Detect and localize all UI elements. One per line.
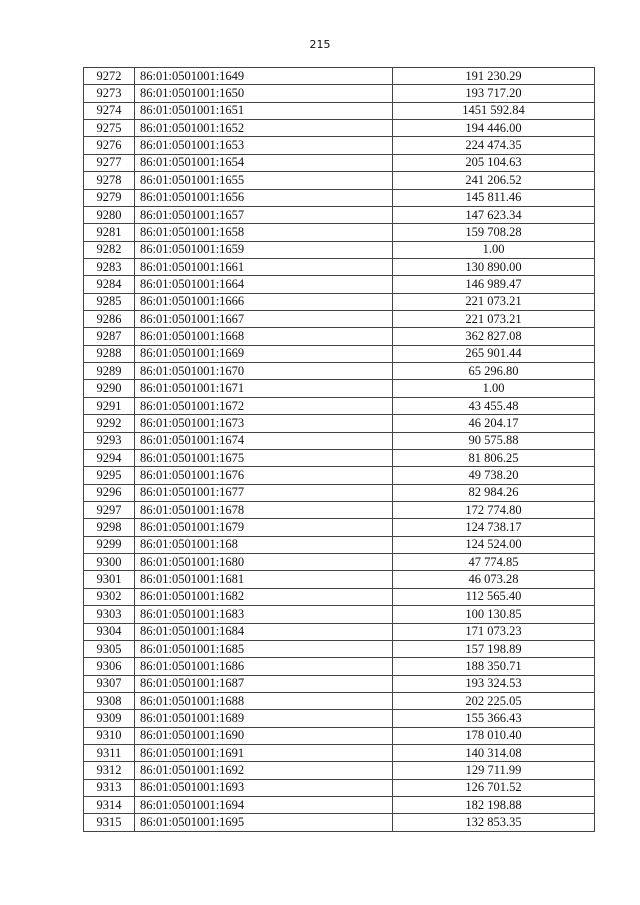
cadastral-number: 86:01:0501001:1687 [135,675,393,692]
cadastral-value: 145 811.46 [393,189,595,206]
cadastral-number: 86:01:0501001:1680 [135,554,393,571]
table-row [84,727,595,744]
cadastral-number: 86:01:0501001:1686 [135,658,393,675]
cadastral-value: 193 324.53 [393,675,595,692]
table-row [84,692,595,709]
cadastral-number: 86:01:0501001:1659 [135,241,393,258]
table-row [84,328,595,345]
cadastral-number: 86:01:0501001:1669 [135,345,393,362]
row-number: 9313 [84,779,135,796]
cadastral-value: 221 073.21 [393,293,595,310]
cadastral-number: 86:01:0501001:1664 [135,276,393,293]
table-row [84,449,595,466]
cadastral-value: 132 853.35 [393,814,595,831]
cadastral-value: 224 474.35 [393,137,595,154]
table-row [84,189,595,206]
table-row [84,762,595,779]
table-row [84,467,595,484]
cadastral-number: 86:01:0501001:1672 [135,397,393,414]
row-number: 9288 [84,345,135,362]
row-number: 9308 [84,692,135,709]
cadastral-value: 90 575.88 [393,432,595,449]
table-row [84,554,595,571]
cadastral-number: 86:01:0501001:1654 [135,154,393,171]
table-row [84,102,595,119]
cadastral-number: 86:01:0501001:1651 [135,102,393,119]
table-row [84,623,595,640]
cadastral-value: 43 455.48 [393,397,595,414]
row-number: 9289 [84,363,135,380]
row-number: 9311 [84,745,135,762]
cadastral-number: 86:01:0501001:1679 [135,519,393,536]
table-row [84,206,595,223]
cadastral-value: 221 073.21 [393,311,595,328]
table-row [84,571,595,588]
table-row [84,380,595,397]
row-number: 9277 [84,154,135,171]
table-row [84,154,595,171]
cadastral-value: 362 827.08 [393,328,595,345]
table-row [84,276,595,293]
cadastral-value: 124 738.17 [393,519,595,536]
row-number: 9274 [84,102,135,119]
table-row [84,606,595,623]
row-number: 9314 [84,797,135,814]
row-number: 9295 [84,467,135,484]
table-body [84,68,595,832]
table-row [84,814,595,831]
cadastral-number: 86:01:0501001:1677 [135,484,393,501]
row-number: 9306 [84,658,135,675]
cadastral-number: 86:01:0501001:1690 [135,727,393,744]
cadastral-value: 124 524.00 [393,536,595,553]
cadastral-value: 126 701.52 [393,779,595,796]
row-number: 9294 [84,449,135,466]
row-number: 9312 [84,762,135,779]
row-number: 9301 [84,571,135,588]
cadastral-number: 86:01:0501001:168 [135,536,393,553]
cadastral-value: 188 350.71 [393,658,595,675]
table-row [84,120,595,137]
table-row [84,797,595,814]
table-row [84,432,595,449]
table-row [84,293,595,310]
cadastral-value: 1451 592.84 [393,102,595,119]
row-number: 9305 [84,640,135,657]
cadastral-value: 46 204.17 [393,415,595,432]
cadastral-value: 82 984.26 [393,484,595,501]
row-number: 9309 [84,710,135,727]
cadastral-number: 86:01:0501001:1661 [135,258,393,275]
table-row [84,675,595,692]
table-row [84,779,595,796]
cadastral-value: 100 130.85 [393,606,595,623]
row-number: 9291 [84,397,135,414]
cadastral-number: 86:01:0501001:1682 [135,588,393,605]
table-row [84,415,595,432]
row-number: 9278 [84,172,135,189]
table-row [84,519,595,536]
cadastral-value: 193 717.20 [393,85,595,102]
page-number: 215 [309,38,331,51]
cadastral-number: 86:01:0501001:1689 [135,710,393,727]
cadastral-value: 140 314.08 [393,745,595,762]
table-row [84,311,595,328]
cadastral-number: 86:01:0501001:1657 [135,206,393,223]
table-row [84,224,595,241]
cadastral-value: 241 206.52 [393,172,595,189]
row-number: 9275 [84,120,135,137]
cadastral-value: 130 890.00 [393,258,595,275]
cadastral-number: 86:01:0501001:1688 [135,692,393,709]
cadastral-value: 159 708.28 [393,224,595,241]
cadastral-value: 47 774.85 [393,554,595,571]
cadastral-number: 86:01:0501001:1666 [135,293,393,310]
table-row [84,588,595,605]
row-number: 9279 [84,189,135,206]
row-number: 9276 [84,137,135,154]
cadastral-number: 86:01:0501001:1650 [135,85,393,102]
cadastral-value: 155 366.43 [393,710,595,727]
cadastral-number: 86:01:0501001:1653 [135,137,393,154]
cadastral-value: 202 225.05 [393,692,595,709]
table-row [84,68,595,85]
table-row [84,658,595,675]
cadastral-value: 205 104.63 [393,154,595,171]
cadastral-number: 86:01:0501001:1675 [135,449,393,466]
cadastral-number: 86:01:0501001:1694 [135,797,393,814]
table-row [84,397,595,414]
table-row [84,345,595,362]
row-number: 9287 [84,328,135,345]
cadastral-value: 81 806.25 [393,449,595,466]
table-row [84,85,595,102]
row-number: 9273 [84,85,135,102]
cadastral-number: 86:01:0501001:1676 [135,467,393,484]
cadastral-value: 171 073.23 [393,623,595,640]
cadastral-value: 146 989.47 [393,276,595,293]
row-number: 9286 [84,311,135,328]
cadastral-value: 194 446.00 [393,120,595,137]
table-row [84,137,595,154]
cadastral-value: 112 565.40 [393,588,595,605]
cadastral-number: 86:01:0501001:1695 [135,814,393,831]
cadastral-number: 86:01:0501001:1652 [135,120,393,137]
cadastral-value: 191 230.29 [393,68,595,85]
cadastral-number: 86:01:0501001:1670 [135,363,393,380]
cadastral-number: 86:01:0501001:1678 [135,501,393,518]
cadastral-number: 86:01:0501001:1692 [135,762,393,779]
cadastral-value: 178 010.40 [393,727,595,744]
row-number: 9304 [84,623,135,640]
cadastral-number: 86:01:0501001:1684 [135,623,393,640]
row-number: 9300 [84,554,135,571]
cadastral-number: 86:01:0501001:1673 [135,415,393,432]
table-row [84,484,595,501]
cadastral-number: 86:01:0501001:1658 [135,224,393,241]
cadastral-number: 86:01:0501001:1655 [135,172,393,189]
cadastral-value: 65 296.80 [393,363,595,380]
cadastral-value: 157 198.89 [393,640,595,657]
row-number: 9293 [84,432,135,449]
cadastral-value: 182 198.88 [393,797,595,814]
row-number: 9280 [84,206,135,223]
cadastral-value: 1.00 [393,241,595,258]
row-number: 9310 [84,727,135,744]
row-number: 9285 [84,293,135,310]
cadastral-number: 86:01:0501001:1671 [135,380,393,397]
row-number: 9315 [84,814,135,831]
row-number: 9292 [84,415,135,432]
cadastral-number: 86:01:0501001:1674 [135,432,393,449]
cadastral-value: 46 073.28 [393,571,595,588]
cadastral-number: 86:01:0501001:1683 [135,606,393,623]
cadastral-number: 86:01:0501001:1685 [135,640,393,657]
row-number: 9296 [84,484,135,501]
cadastral-value-table [83,67,595,832]
table-row [84,258,595,275]
cadastral-number: 86:01:0501001:1649 [135,68,393,85]
table-row [84,363,595,380]
table-row [84,501,595,518]
row-number: 9284 [84,276,135,293]
row-number: 9283 [84,258,135,275]
cadastral-number: 86:01:0501001:1691 [135,745,393,762]
table-row [84,172,595,189]
table-row [84,536,595,553]
cadastral-number: 86:01:0501001:1693 [135,779,393,796]
row-number: 9307 [84,675,135,692]
row-number: 9272 [84,68,135,85]
table-row [84,640,595,657]
row-number: 9298 [84,519,135,536]
cadastral-number: 86:01:0501001:1667 [135,311,393,328]
cadastral-value: 49 738.20 [393,467,595,484]
cadastral-value: 172 774.80 [393,501,595,518]
cadastral-number: 86:01:0501001:1668 [135,328,393,345]
cadastral-number: 86:01:0501001:1681 [135,571,393,588]
cadastral-value: 129 711.99 [393,762,595,779]
row-number: 9303 [84,606,135,623]
row-number: 9281 [84,224,135,241]
cadastral-number: 86:01:0501001:1656 [135,189,393,206]
row-number: 9299 [84,536,135,553]
cadastral-value: 265 901.44 [393,345,595,362]
row-number: 9302 [84,588,135,605]
row-number: 9282 [84,241,135,258]
table-row [84,710,595,727]
table-row [84,745,595,762]
cadastral-value: 147 623.34 [393,206,595,223]
table-row [84,241,595,258]
row-number: 9297 [84,501,135,518]
row-number: 9290 [84,380,135,397]
cadastral-value: 1.00 [393,380,595,397]
